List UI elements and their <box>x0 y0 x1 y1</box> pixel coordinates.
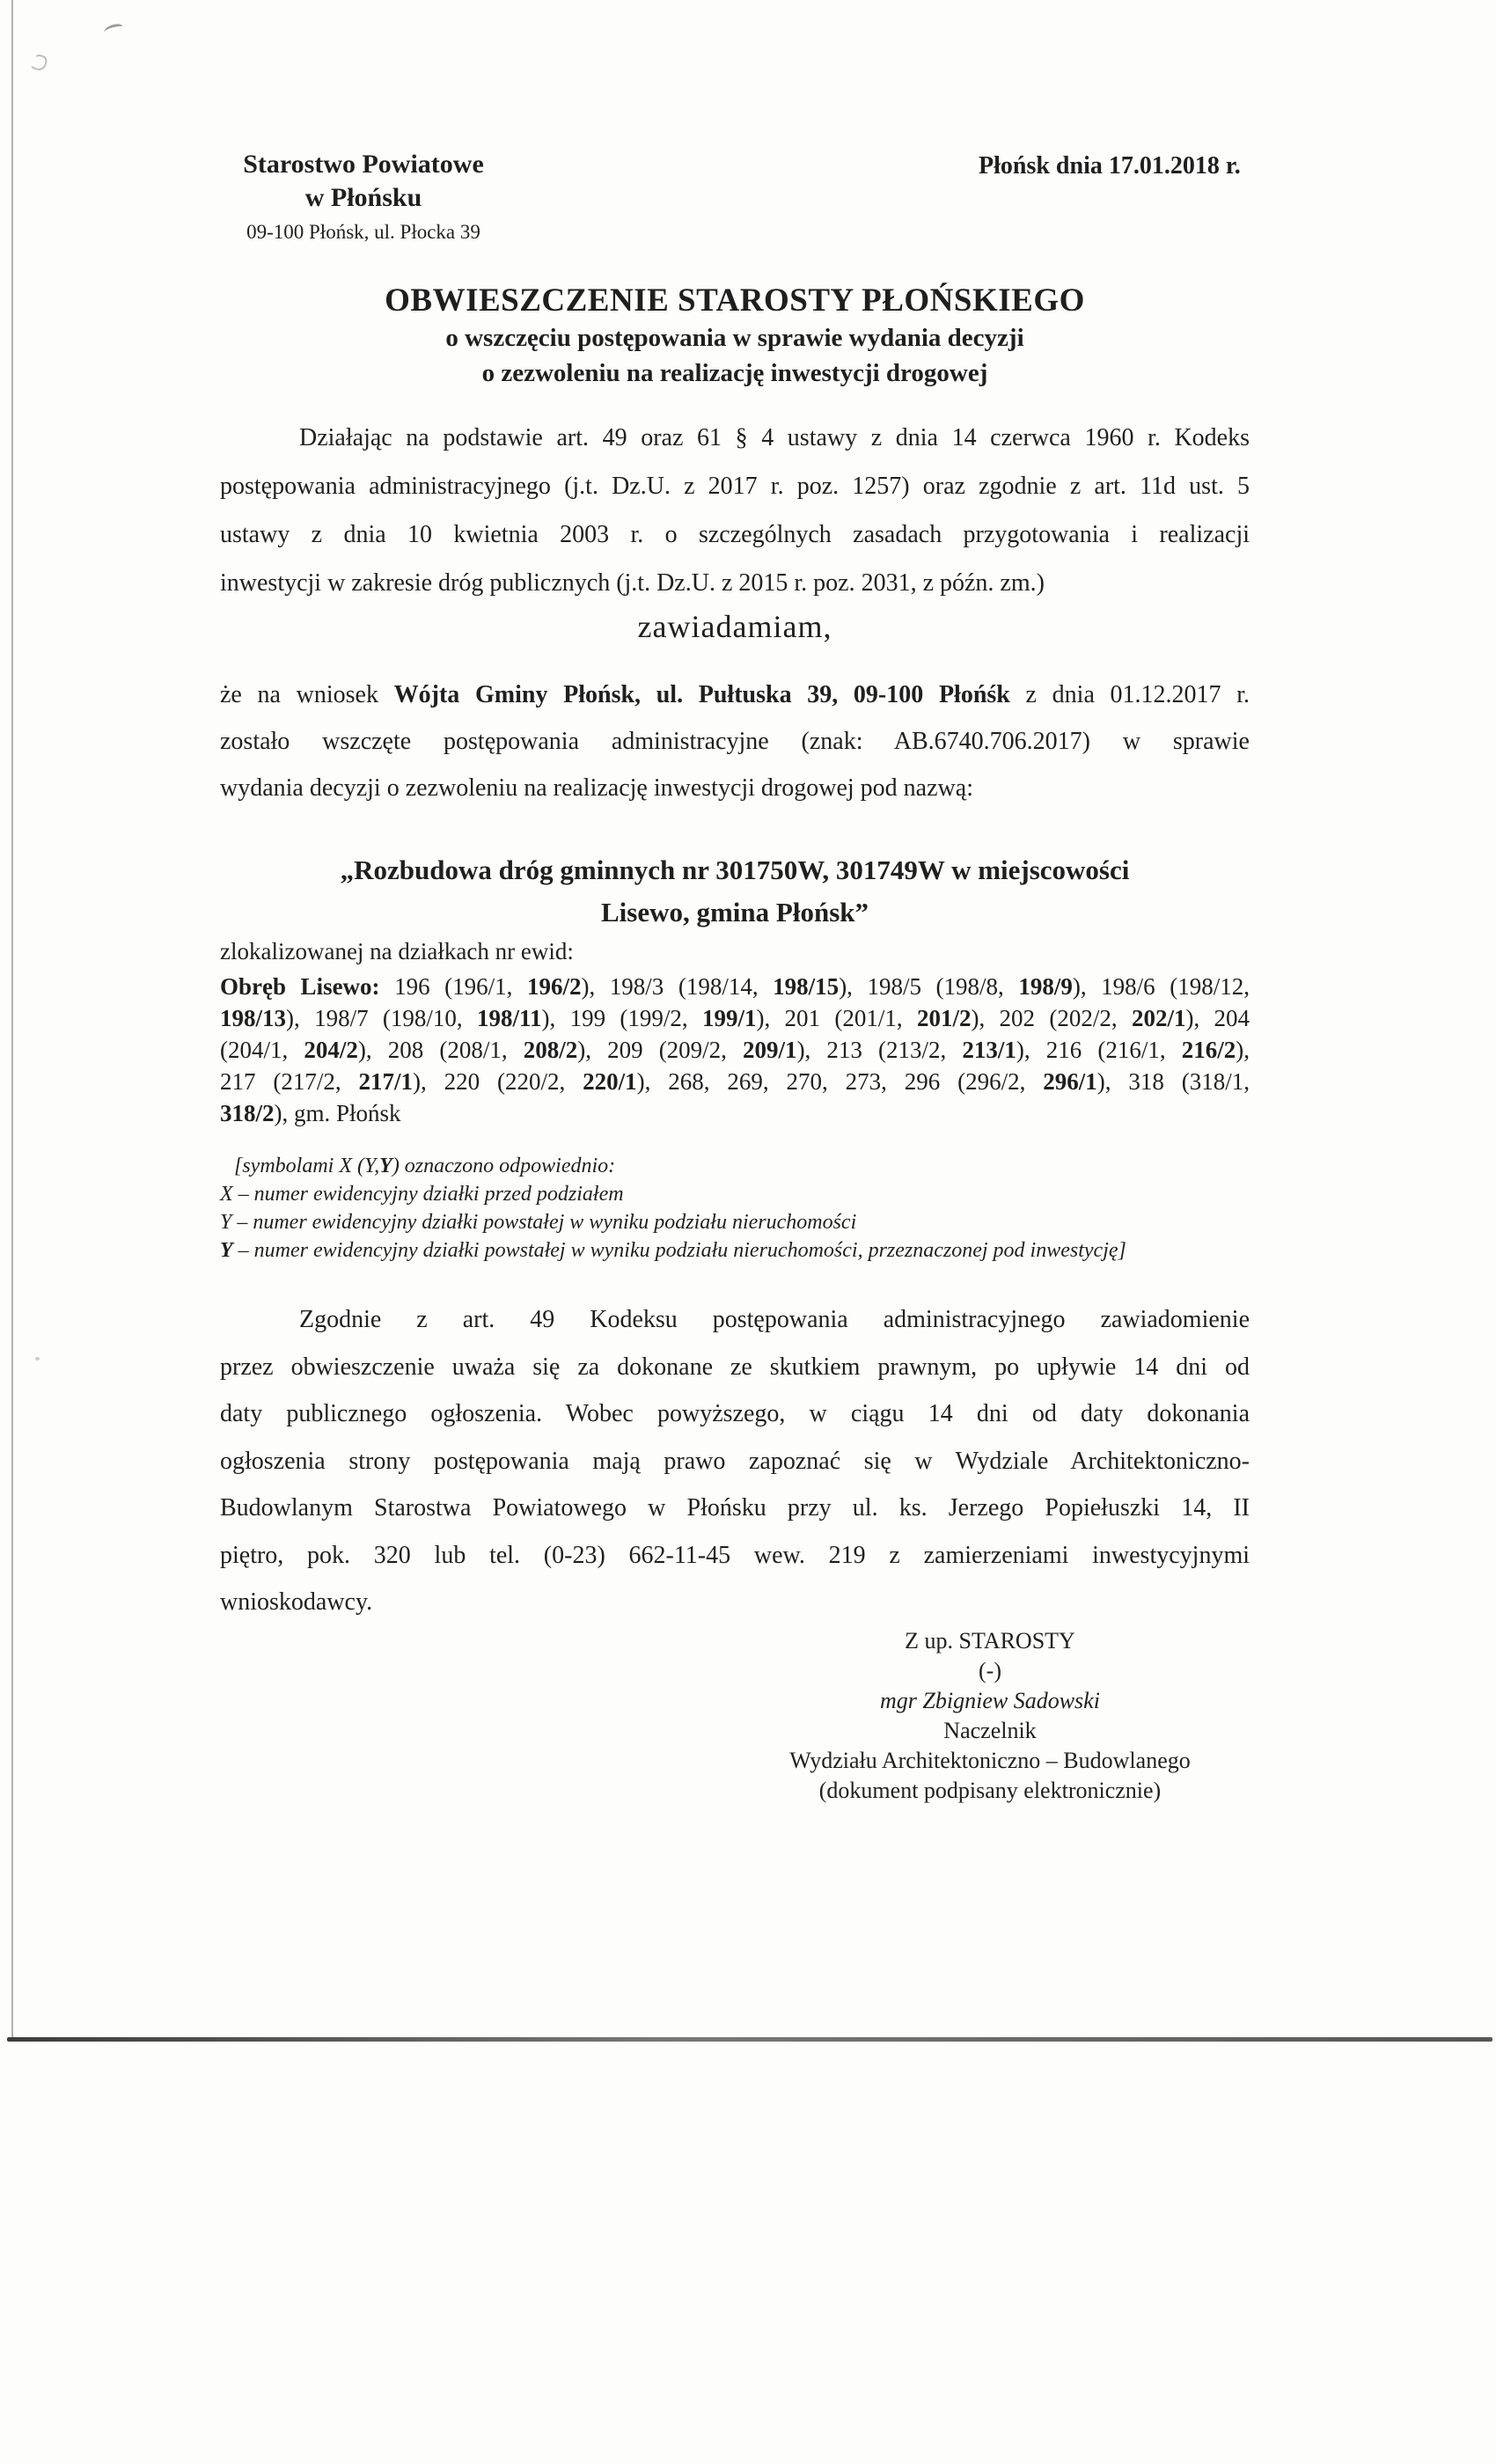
text-run: X – numer ewidencyjny działki przed podziałem <box>220 1183 624 1206</box>
text-line <box>220 1066 1250 1097</box>
text-line <box>220 462 1250 510</box>
text-line <box>220 971 1250 1002</box>
text-run: ), 220 (220/2, <box>413 1068 583 1095</box>
signature-dash: (-) <box>979 1657 1001 1683</box>
text-run: piętro, pok. 320 lub tel. (0-23) 662-11-45 wew. 219 z zamierzeniami inwestycyjnymi <box>220 1541 1250 1569</box>
signature-position: Naczelnik <box>943 1717 1037 1743</box>
text-line <box>220 1390 1250 1438</box>
bold-text-run: 196/2 <box>526 973 582 1000</box>
symbols-legend <box>220 1152 1250 1265</box>
text-run: Budowlanym Starostwa Powiatowego w Płońsku przy ul. ks. Jerzego Popiełuszki 14, II <box>220 1494 1250 1522</box>
signature-department: Wydziału Architektoniczno – Budowlanego <box>789 1747 1191 1773</box>
document-body <box>220 282 1250 1806</box>
document-title: OBWIESZCZENIE STAROSTY PŁOŃSKIEGO <box>385 282 1085 319</box>
bold-text-run: 209/1 <box>743 1037 797 1063</box>
text-run: ), 198/5 (198/8, <box>839 973 1019 1000</box>
text-run: 217 (217/2, <box>220 1068 359 1095</box>
text-run: ), <box>1236 1037 1250 1063</box>
bold-text-run: 198/11 <box>476 1005 542 1031</box>
project-name-block <box>220 849 1250 934</box>
scan-artifact-horizontal-rule <box>7 2037 1492 2042</box>
bold-text-run: 296/1 <box>1043 1068 1097 1095</box>
bold-text-run: 198/13 <box>220 1005 287 1031</box>
text-line <box>220 671 1250 718</box>
text-line <box>220 765 1250 811</box>
text-line <box>220 1180 1250 1208</box>
document-subtitle-line1: o wszczęciu postępowania w sprawie wydania decyzji <box>445 324 1024 352</box>
text-run: ), 209 (209/2, <box>577 1037 744 1063</box>
scan-artifact-vertical-line <box>11 0 13 2040</box>
text-run: 196 (196/1, <box>379 973 527 1000</box>
text-run: ), 318 (318/1, <box>1096 1068 1250 1095</box>
sender-block <box>220 148 507 245</box>
text-run: daty publicznego ogłoszenia. Wobec powyższego, w ciągu 14 dni od daty dokonania <box>220 1400 1250 1427</box>
bold-text-run: 201/2 <box>916 1005 972 1031</box>
closing-paragraph <box>220 1296 1250 1626</box>
bold-text-run: Obręb Lisewo: <box>220 973 380 1000</box>
text-line <box>220 1438 1250 1485</box>
signature-electronic-note: (dokument podpisany elektronicznie) <box>818 1777 1162 1803</box>
bold-text-run: 199/1 <box>701 1005 757 1031</box>
text-line <box>220 1208 1250 1236</box>
bold-text-run: 204/2 <box>304 1037 358 1063</box>
text-line <box>220 718 1250 765</box>
location-intro: zlokalizowanej na działkach nr ewid: <box>220 938 574 964</box>
text-line <box>220 1152 1250 1180</box>
bold-text-run: 216/2 <box>1181 1037 1236 1063</box>
text-run: ), 216 (216/1, <box>1016 1037 1182 1063</box>
text-run: Zgodnie z art. 49 Kodeksu postępowania administracyjnego zawiadomienie <box>299 1306 1250 1333</box>
text-run: z dnia 01.12.2017 r. <box>1009 681 1250 708</box>
text-run: że na wniosek <box>220 681 394 708</box>
text-run: ), 204 <box>1185 1005 1250 1031</box>
signature-authority: Z up. STAROSTY <box>905 1627 1075 1654</box>
place-and-date-line: Płońsk dnia 17.01.2018 r. <box>979 152 1241 180</box>
signature-block <box>708 1626 1272 1806</box>
text-line <box>220 510 1250 559</box>
text-run: przez obwieszczenie uważa się za dokonane ze skutkiem prawnym, po upływie 14 dni od <box>220 1353 1250 1381</box>
text-run: (204/1, <box>220 1037 304 1063</box>
text-run: ), 198/6 (198/12, <box>1072 973 1250 1000</box>
bold-text-run: Y <box>379 1155 392 1177</box>
text-line <box>220 1579 1250 1626</box>
project-name-line2: Lisewo, gmina Płońsk” <box>600 897 869 928</box>
text-run: inwestycji w zakresie dróg publicznych (j.t. Dz.U. z 2015 r. poz. 2031, z późn. zm.) <box>220 569 1045 597</box>
bold-text-run: 198/15 <box>773 973 840 1000</box>
text-line <box>220 414 1250 462</box>
text-run: [symbolami X (Y, <box>234 1155 380 1177</box>
text-run: ustawy z dnia 10 kwietnia 2003 r. o szczególnych zasadach przygotowania i realizacji <box>220 521 1250 548</box>
bold-text-run: 208/2 <box>523 1037 578 1063</box>
scan-artifact-speck <box>35 1357 40 1360</box>
project-name-line1: „Rozbudowa dróg gminnych nr 301750W, 301749W w miejscowości <box>340 854 1130 885</box>
text-run: Działając na podstawie art. 49 oraz 61 § 4 ustawy z dnia 14 czerwca 1960 r. Kodeks <box>299 424 1250 451</box>
text-line <box>220 1485 1250 1532</box>
bold-text-run: 318/2 <box>220 1100 275 1126</box>
text-run: – numer ewidencyjny działki powstałej w wyniku podziału nieruchomości, przeznaczonej pod inwestycję] <box>232 1239 1126 1262</box>
bold-text-run: 213/1 <box>962 1037 1016 1063</box>
notice-paragraph <box>220 671 1250 811</box>
scan-artifact-mark <box>30 53 49 72</box>
text-line <box>220 1034 1250 1066</box>
text-run: ), 198/3 (198/14, <box>581 973 774 1000</box>
text-line <box>220 1002 1250 1034</box>
scan-artifact-mark <box>103 23 124 36</box>
text-run: postępowania administracyjnego (j.t. Dz.U. z 2017 r. poz. 1257) oraz zgodnie z art. 11d ust. 5 <box>220 473 1250 500</box>
text-run: ), 213 (213/2, <box>796 1037 963 1063</box>
text-line <box>220 1296 1250 1344</box>
text-run: ), 199 (199/2, <box>541 1005 702 1031</box>
parcel-list <box>220 971 1250 1129</box>
bold-text-run: Wójta Gminy Płońsk, ul. Pułtuska 39, 09-100 Płońśk <box>393 681 1010 708</box>
text-line <box>220 1097 1250 1129</box>
text-run: wnioskodawcy. <box>220 1588 373 1616</box>
text-run: wydania decyzji o zezwoleniu na realizację inwestycji drogowej pod nazwą: <box>220 774 973 802</box>
bold-text-run: 202/1 <box>1131 1005 1186 1031</box>
signature-name: mgr Zbigniew Sadowski <box>880 1687 1100 1713</box>
sender-address: 09-100 Płońsk, ul. Płocka 39 <box>246 221 480 243</box>
sender-name-line1: Starostwo Powiatowe <box>243 150 484 179</box>
text-run: ogłoszenia strony postępowania mają prawo zapoznać się w Wydziale Architektoniczno- <box>220 1447 1250 1475</box>
text-run: ), 198/7 (198/10, <box>286 1005 477 1031</box>
bold-text-run: 217/1 <box>358 1068 414 1095</box>
text-line <box>220 1236 1250 1265</box>
bold-text-run: 198/9 <box>1018 973 1073 1000</box>
bold-text-run: 220/1 <box>583 1068 637 1095</box>
text-run: Y – numer ewidencyjny działki powstałej w wyniku podziału nieruchomości <box>220 1211 857 1234</box>
text-line <box>220 1344 1250 1391</box>
text-run: ), 201 (201/1, <box>756 1005 917 1031</box>
document-subtitle-line2: o zezwoleniu na realizację inwestycji drogowej <box>481 359 988 387</box>
legal-basis-paragraph <box>220 414 1250 607</box>
text-run: ), 268, 269, 270, 273, 296 (296/2, <box>636 1068 1044 1095</box>
text-run: ) oznaczono odpowiednio: <box>392 1155 616 1177</box>
text-run: zostało wszczęte postępowania administracyjne (znak: AB.6740.706.2017) w sprawie <box>220 728 1250 755</box>
text-run: ), 208 (208/1, <box>357 1037 524 1063</box>
text-line <box>220 1532 1250 1580</box>
text-line <box>220 559 1250 607</box>
text-run: ), gm. Płońsk <box>274 1100 401 1126</box>
sender-name-line2: w Płońsku <box>304 183 422 212</box>
notice-heading: zawiadamiam, <box>637 609 832 644</box>
bold-text-run: Y <box>220 1239 233 1262</box>
text-run: ), 202 (202/2, <box>971 1005 1132 1031</box>
